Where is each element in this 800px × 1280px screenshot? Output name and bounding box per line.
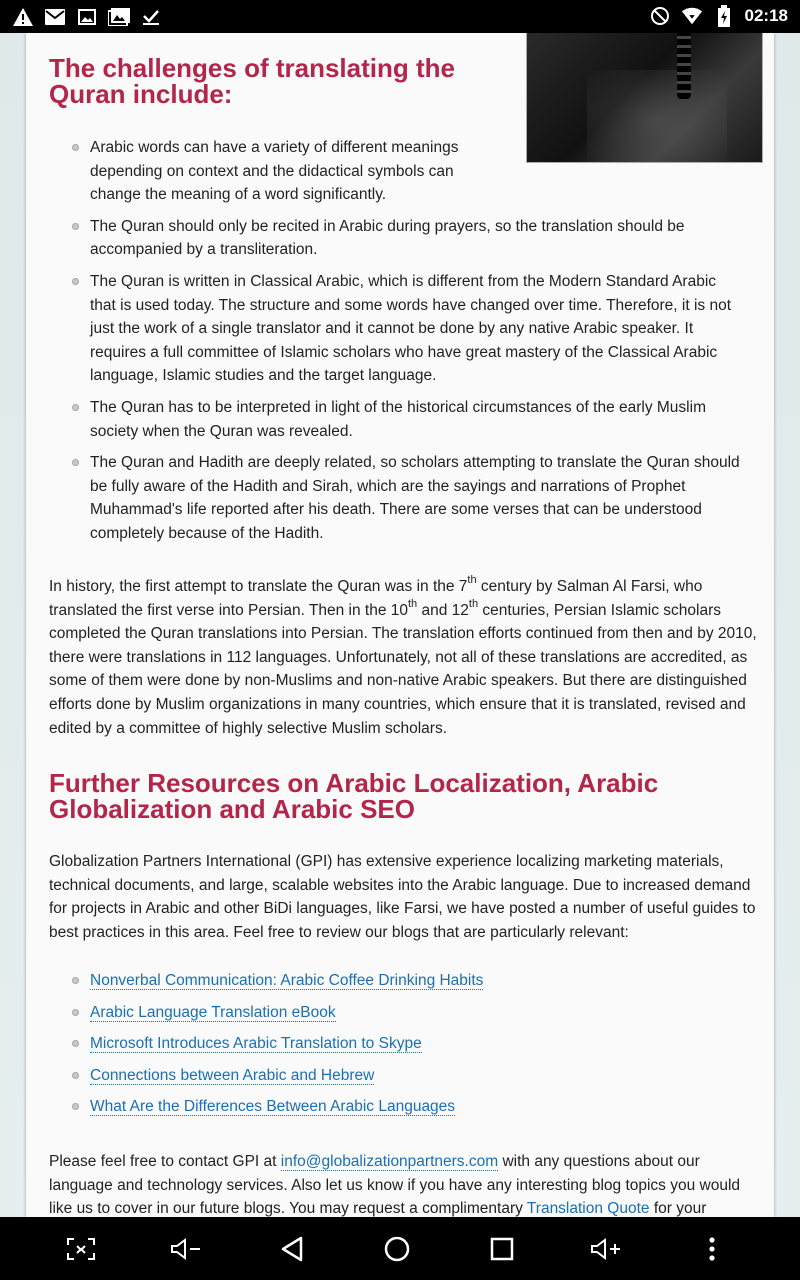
- blog-link-skype[interactable]: Microsoft Introduces Arabic Translation to Skype: [90, 1035, 422, 1053]
- list-item: The Quran has to be interpreted in light of the historical circumstances of the early Muslim society when the Quran was revealed.: [72, 396, 742, 443]
- do-not-disturb-icon: [649, 5, 671, 27]
- status-bar: [0, 0, 800, 33]
- challenges-list: [72, 136, 762, 554]
- email-link[interactable]: info@globalizationpartners.com: [280, 1153, 499, 1170]
- warning-icon: [12, 6, 34, 28]
- navigation-bar: [0, 1217, 800, 1280]
- blog-link-coffee[interactable]: Nonverbal Communication: Arabic Coffee Drinking Habits: [90, 972, 484, 989]
- challenges-heading: The challenges of translating the Quran include:: [49, 53, 455, 109]
- battery-icon: [713, 5, 735, 27]
- translation-quote-link[interactable]: Translation Quote: [526, 1200, 650, 1217]
- blog-link-hebrew[interactable]: Connections between Arabic and Hebrew: [90, 1066, 375, 1084]
- list-item: The Quran and Hadith are deeply related, so scholars attempting to translate the Quran should be fully aware of the Hadith and Sirah, which are the sayings and narrations of Prophet Muhammad's life reported after his death. There are some verses that can be understood completely because of the Hadith.: [72, 451, 742, 545]
- screenshot-icon[interactable]: [63, 1231, 99, 1267]
- list-item: [72, 1001, 672, 1025]
- wifi-icon: [681, 5, 703, 27]
- home-icon[interactable]: [379, 1231, 415, 1267]
- volume-up-icon[interactable]: [588, 1231, 624, 1267]
- browser-viewport[interactable]: [0, 33, 800, 1217]
- blog-link-differences[interactable]: What Are the Differences Between Arabic Languages: [90, 1098, 456, 1116]
- list-item: [72, 1064, 672, 1088]
- mail-icon: [44, 6, 66, 28]
- list-item: [72, 1095, 672, 1119]
- gpi-paragraph: Globalization Partners International (GPI) has extensive experience localizing marketing materials, technical documents, and large, scalable websites into the Arabic language. Due to increased demand for projects in Arabic and other BiDi languages, like Farsi, we have posted a number of useful guides to best practices in this area. Feel free to review our blogs that are particularly relevant:: [49, 853, 756, 941]
- article-content: [26, 33, 774, 1217]
- image-icon: [76, 6, 98, 28]
- resources-heading: Further Resources on Arabic Localization, Arabic Globalization and Arabic SEO: [49, 768, 659, 824]
- contact-paragraph: Please feel free to contact GPI at info@globalizationpartners.com with any questions about our language and technology services. Also let us know if you have any interesting blog topics you would like us to cover in our future blogs. You may request a complimentary Translation Quote for your: [49, 1153, 741, 1217]
- list-item: The Quran is written in Classical Arabic, which is different from the Modern Standard Arabic that is used today. The structure and some words have changed over time. Therefore, it is not just the work of a single translator and it cannot be done by any native Arabic speaker. It requires a full committee of Islamic scholars who have great mastery of the Classical Arabic language, Islamic studies and the target language.: [72, 270, 742, 388]
- clock: 02:18: [744, 6, 788, 25]
- recents-icon[interactable]: [484, 1231, 520, 1267]
- gallery-icon: [108, 6, 130, 28]
- history-paragraph: In history, the first attempt to translate the Quran was in the 7th century by Salman Al Farsi, who translated the first verse into Persian. Then in the 10th and 12th centuries, Persian Islamic scholars completed the Quran translations into Persian. The translation efforts continued from then and by 2010, there were translations in 112 languages. Unfortunately, not all of these translations are accredited, as some of them were done by non-Muslims and non-native Arabic speakers. But there are distinguished efforts done by Muslim organizations in many countries, which ensure that it is translated, revised and edited by a committee of highly selective Muslim scholars.: [49, 574, 757, 737]
- blog-link-ebook[interactable]: Arabic Language Translation eBook: [90, 1003, 336, 1021]
- list-item: The Quran should only be recited in Arabic during prayers, so the translation should be accompanied by a transliteration.: [72, 215, 742, 262]
- list-item: Arabic words can have a variety of different meanings depending on context and the didactical symbols can change the meaning of a word significantly.: [72, 136, 472, 207]
- checkmark-icon: [140, 6, 162, 28]
- blog-links-list: [72, 969, 672, 1127]
- list-item: [72, 1032, 672, 1056]
- back-icon[interactable]: [274, 1231, 310, 1267]
- list-item: [72, 969, 672, 993]
- menu-icon[interactable]: [694, 1231, 730, 1267]
- volume-down-icon[interactable]: [168, 1231, 204, 1267]
